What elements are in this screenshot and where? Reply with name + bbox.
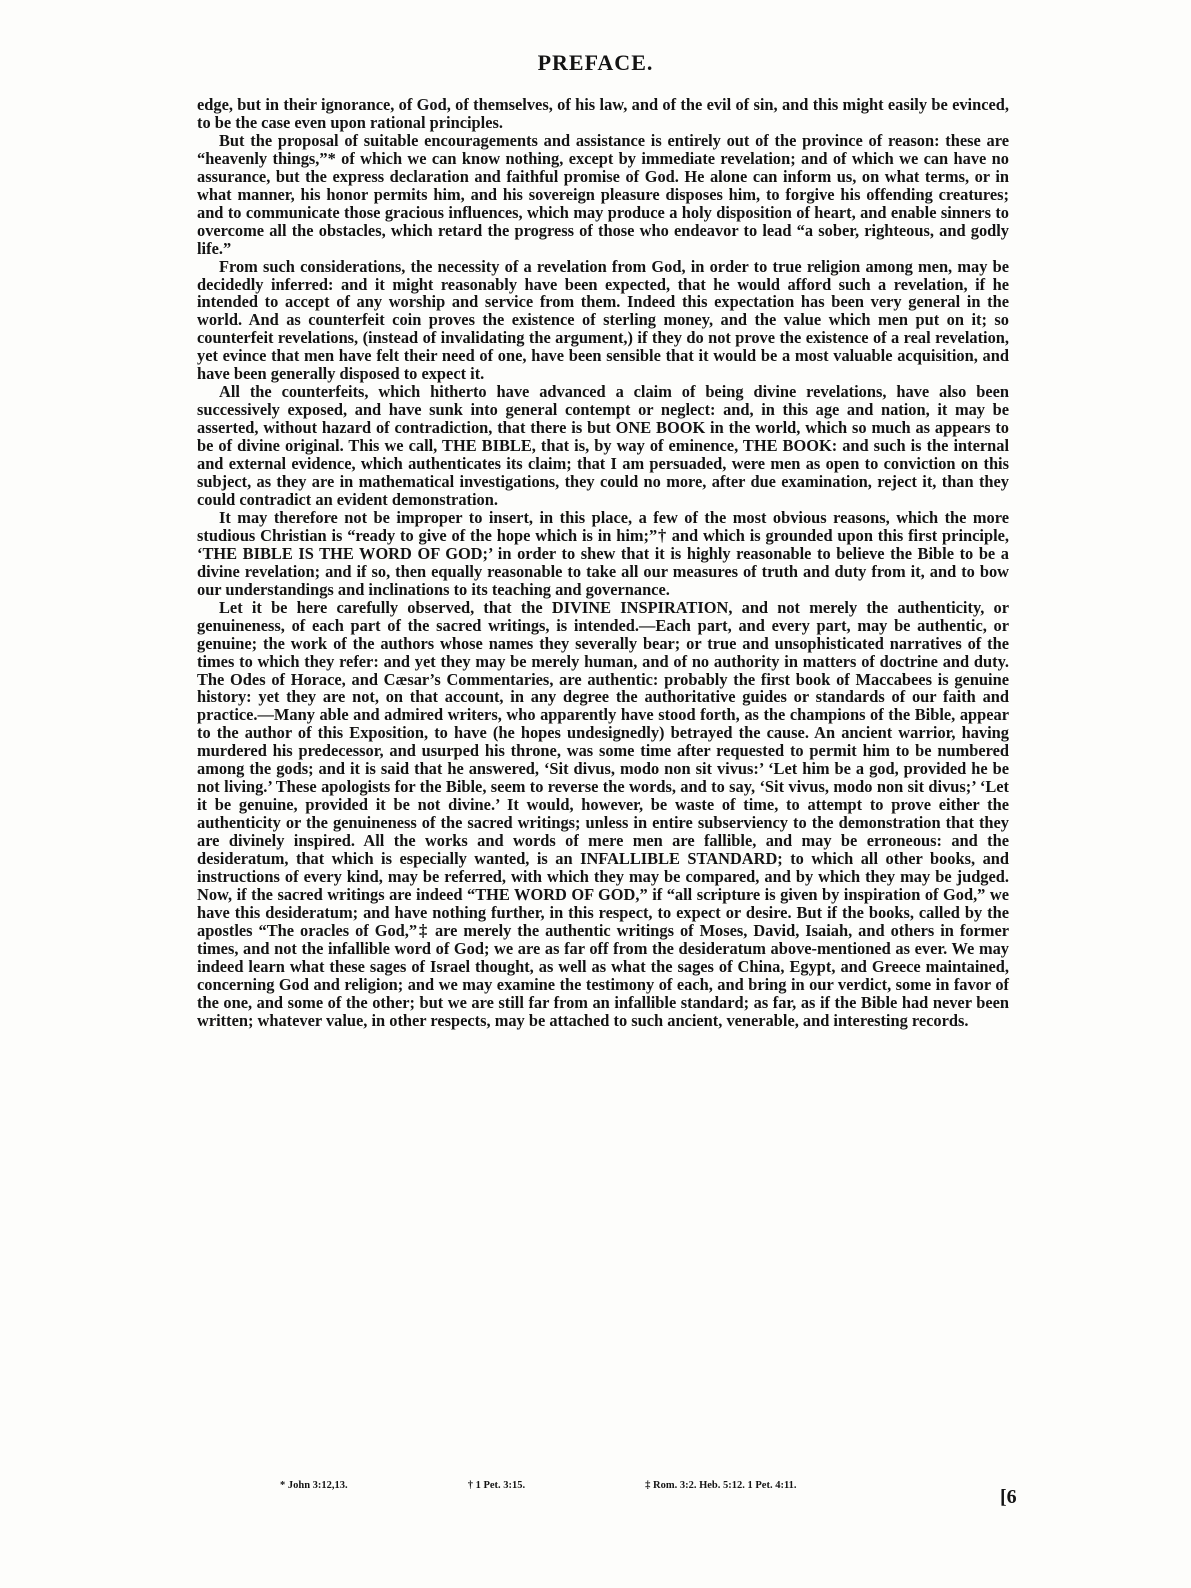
paragraph: From such considerations, the necessity of a revelation from God, in order to true religion among men, may be decidedly inferred: and it might reasonably have been expected, that he would afford such a revelation, if he intended to accept of any worship and service from them. Indeed this expectation has been very general in the world. And as counterfeit coin proves the existence of sterling money, and the value which men put on it; so counterfeit revelations, (instead of invalidating the argument,) if they do not prove the existence of a real revelation, yet evince that men have felt their need of one, have been sensible that it would be a most valuable acquisition, and have been generally disposed to expect it. [197,256,1009,384]
paragraph: But the proposal of suitable encouragements and assistance is entirely out of the province of reason: these are “heavenly things,”* of which we can know nothing, except by immediate revelation; and of which we can have no assurance, but the express declaration and faithful promise of God. He alone can inform us, on what terms, or in what manner, his honor permits him, and his sovereign pleasure disposes him, to forgive his offending creatures; and to communicate those gracious influences, which may produce a holy disposition of heart, and enable sinners to overcome all the obstacles, which retard the progress of those who endeavor to lead “a sober, righteous, and godly life.” [197,130,1009,258]
footnote: ‡ Rom. 3:2. Heb. 5:12. 1 Pet. 4:11. [645,1480,797,1491]
footnote: * John 3:12,13. [280,1480,348,1491]
footnotes [280,1480,940,1491]
paragraph: Let it be here carefully observed, that the DIVINE INSPIRATION, and not merely the authenticity, or genuineness, of each part of the sacred writings, is intended.—Each part, and every part, may be authentic, or genuine; the work of the authors whose names they severally bear; or true and unsophisticated narratives of the times to which they refer: and yet they may be merely human, and of no authority in matters of doctrine and duty. The Odes of Horace, and Cæsar’s Commentaries, are authentic: probably the first book of Maccabees is genuine history: yet they are not, on that account, in any degree the authoritative guides or standards of our faith and practice.—Many able and admired writers, who apparently have stood forth, as the champions of the Bible, appear to the author of this Exposition, to have (he hopes undesignedly) betrayed the cause. An ancient warrior, having murdered his predecessor, and usurped his throne, was some time after requested to permit him to be numbered among the gods; and it is said that he answered, ‘Sit divus, modo non sit vivus:’ ‘Let him be a god, provided he be not living.’ These apologists for the Bible, seem to reverse the words, and to say, ‘Sit vivus, modo non sit divus;’ ‘Let it be genuine, provided it be not divine.’ It would, however, be waste of time, to attempt to prove either the authenticity or the genuineness of the sacred writings; unless in entire subserviency to the demonstration that they are divinely inspired. All the works and words of mere men are fallible, and may be erroneous: and the desideratum, that which is especially wanted, is an INFALLIBLE STANDARD; to which all other books, and instructions of every kind, may be referred, with which they may be compared, and by which they may be judged. Now, if the sacred writings are indeed “THE WORD OF GOD,” if “all scripture is given by inspiration of God,” we have this desideratum; and have nothing further, in this respect, to expect or desire. But if the books, called by the apostles “The oracles of God,”‡ are merely the authentic writings of Moses, David, Isaiah, and others in former times, and not the infallible word of God; we are as far off from the desideratum above-mentioned as ever. We may indeed learn what these sages of Israel thought, as well as what the sages of China, Egypt, and Greece maintained, concerning God and religion; and we may examine the testimony of each, and bring in our verdict, some in favor of the one, and some of the other; but we are still far from an infallible standard; as far, as if the Bible had never been written; whatever value, in other respects, may be attached to such ancient, venerable, and interesting records. [197,597,1009,1030]
catchword: [6 [1000,1486,1017,1508]
paragraph: It may therefore not be improper to insert, in this place, a few of the most obvious reasons, which the more studious Christian is “ready to give of the hope which is in him;”† and which is grounded upon this first principle, ‘THE BIBLE IS THE WORD OF GOD;’ in order to shew that it is highly reasonable to believe the Bible to be a divine revelation; and if so, then equally reasonable to take all our measures of truth and duty from it, and to bow our understandings and inclinations to its teaching and governance. [197,507,1009,599]
page-title: PREFACE. [537,50,654,75]
body-text [197,96,1009,1030]
footnote: † 1 Pet. 3:15. [467,1480,526,1491]
paragraph-continuation: edge, but in their ignorance, of God, of themselves, of his law, and of the evil of sin, and this might easily be evinced, to be the case even upon rational principles. [197,95,1009,132]
paragraph: All the counterfeits, which hitherto have advanced a claim of being divine revelations, have also been successively exposed, and have sunk into general contempt or neglect: and, in this age and nation, it may be asserted, without hazard of contradiction, that there is but ONE BOOK in the world, which so much as appears to be of divine original. This we call, THE BIBLE, that is, by way of eminence, THE BOOK: and such is the internal and external evidence, which authenticates its claim; that I am persuaded, were men as open to conviction on this subject, as they are in mathematical investigations, they could no more, after due examination, reject it, than they could contradict an evident demonstration. [197,382,1009,509]
